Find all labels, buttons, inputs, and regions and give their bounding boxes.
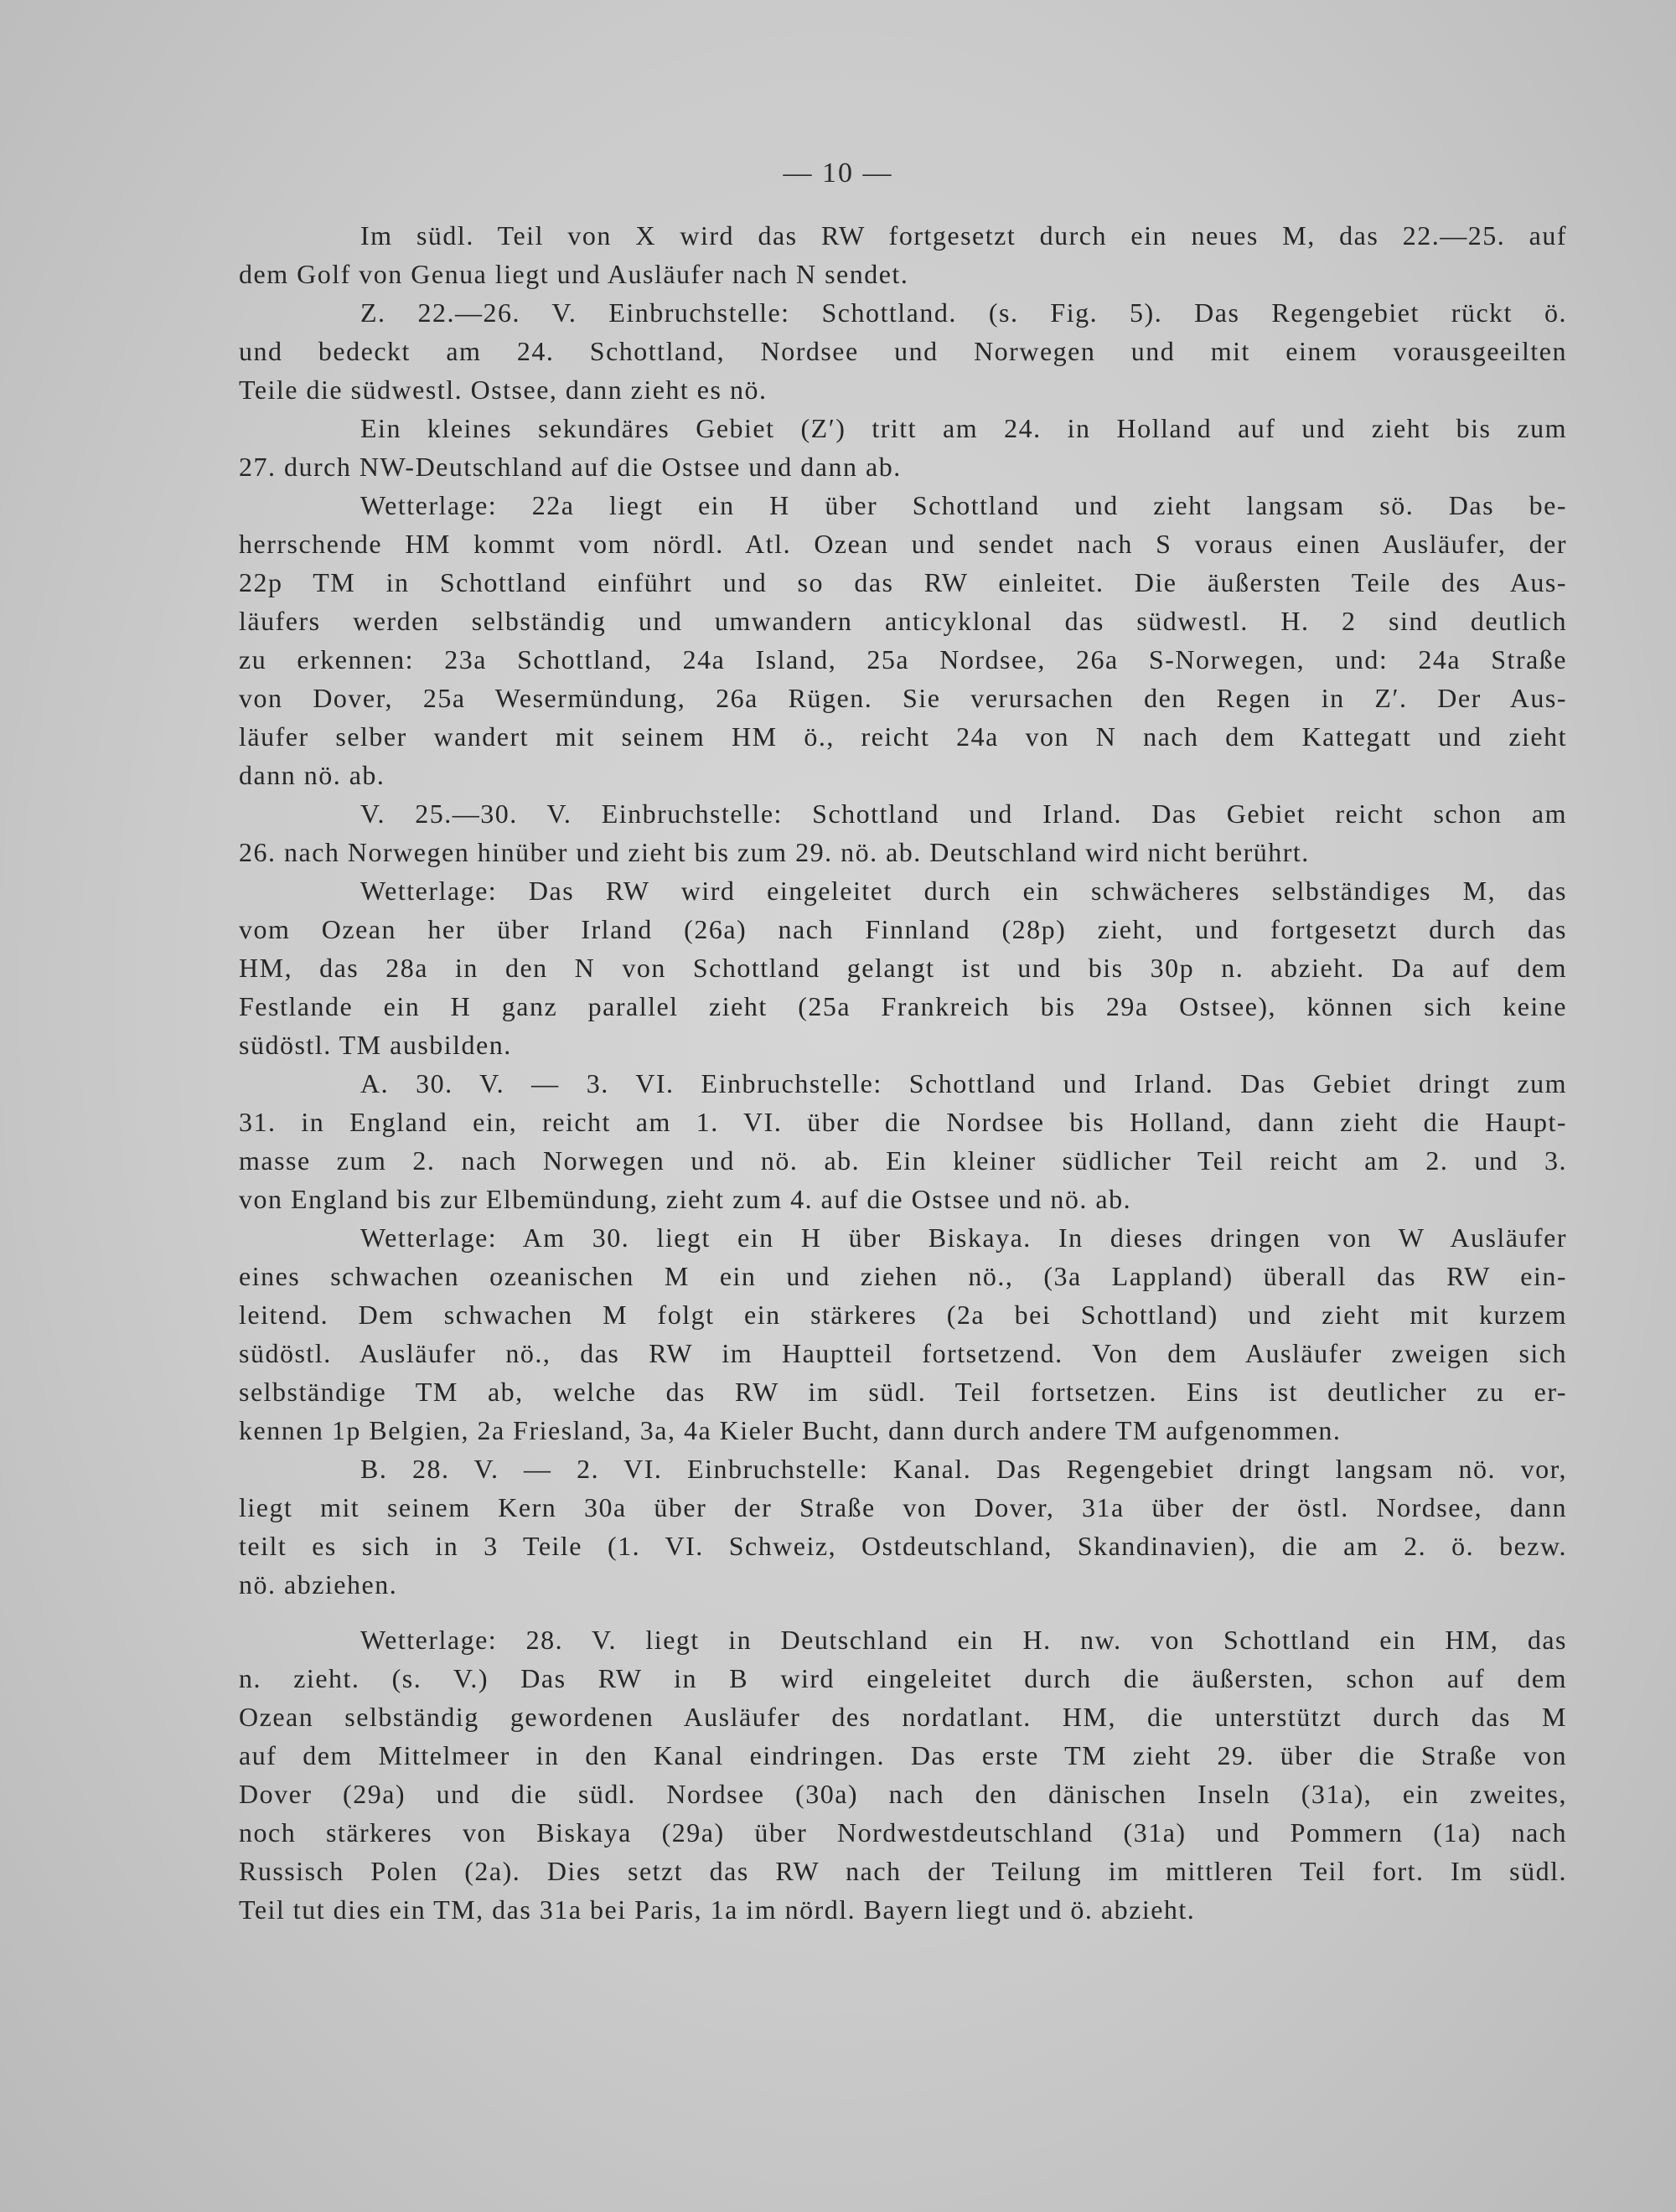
text-line: zu erkennen: 23a Schottland, 24a Island, 25a Nordsee, 26a S-Norwegen, und: 24a Straße bbox=[239, 644, 1567, 674]
text-line: Wetterlage: 22a liegt ein H über Schottland und zieht langsam sö. Das be- bbox=[360, 490, 1567, 520]
text-line: Ozean selbständig gewordenen Ausläufer des nordatlant. HM, die unterstützt durch das M bbox=[239, 1702, 1567, 1732]
text-line: von Dover, 25a Wesermündung, 26a Rügen. Sie verursachen den Regen in Z′. Der Aus- bbox=[239, 683, 1567, 713]
text-line: 27. durch NW-Deutschland auf die Ostsee und dann ab. bbox=[239, 452, 902, 482]
text-line: 26. nach Norwegen hinüber und zieht bis zum 29. nö. ab. Deutschland wird nicht berührt. bbox=[239, 837, 1310, 867]
text-line: südöstl. TM ausbilden. bbox=[239, 1030, 512, 1060]
text-line: dann nö. ab. bbox=[239, 760, 385, 790]
text-line: nö. abziehen. bbox=[239, 1569, 398, 1600]
text-line: Teile die südwestl. Ostsee, dann zieht es nö. bbox=[239, 375, 768, 405]
page-number: — 10 — bbox=[783, 158, 893, 189]
text-line: Wetterlage: Am 30. liegt ein H über Biskaya. In dieses dringen von W Ausläufer bbox=[360, 1222, 1567, 1253]
text-line: herrschende HM kommt vom nördl. Atl. Ozean und sendet nach S voraus einen Ausläufer, der bbox=[239, 529, 1567, 559]
text-line: 31. in England ein, reicht am 1. VI. über die Nordsee bis Holland, dann zieht die Haupt- bbox=[239, 1107, 1567, 1137]
text-line: leitend. Dem schwachen M folgt ein stärkeres (2a bei Schottland) und zieht mit kurzem bbox=[239, 1300, 1567, 1330]
text-line: läufer selber wandert mit seinem HM ö., reicht 24a von N nach dem Kattegatt und zieht bbox=[239, 721, 1567, 752]
text-line: läufers werden selbständig und umwandern anticyklonal das südwestl. H. 2 sind deutlich bbox=[239, 606, 1567, 636]
text-line: Russisch Polen (2a). Dies setzt das RW nach der Teilung im mittleren Teil fort. Im südl. bbox=[239, 1856, 1567, 1886]
text-line: 22p TM in Schottland einführt und so das RW einleitet. Die äußersten Teile des Aus- bbox=[239, 567, 1567, 597]
text-line: Festlande ein H ganz parallel zieht (25a Frankreich bis 29a Ostsee), können sich keine bbox=[239, 991, 1567, 1021]
paragraph-gap bbox=[239, 1604, 1567, 1620]
text-line: liegt mit seinem Kern 30a über der Straße von Dover, 31a über der östl. Nordsee, dann bbox=[239, 1492, 1567, 1522]
text-line: Wetterlage: 28. V. liegt in Deutschland ein H. nw. von Schottland ein HM, das bbox=[360, 1625, 1567, 1655]
text-line: vom Ozean her über Irland (26a) nach Finnland (28p) zieht, und fortgesetzt durch das bbox=[239, 914, 1567, 944]
text-line: Teil tut dies ein TM, das 31a bei Paris, 1a im nördl. Bayern liegt und ö. abzieht. bbox=[239, 1894, 1196, 1925]
text-line: teilt es sich in 3 Teile (1. VI. Schweiz, Ostdeutschland, Skandinavien), die am 2. ö. bezw. bbox=[239, 1531, 1567, 1561]
text-line: Im südl. Teil von X wird das RW fortgesetzt durch ein neues M, das 22.—25. auf bbox=[360, 220, 1567, 251]
body-text bbox=[239, 216, 1567, 1929]
text-line: n. zieht. (s. V.) Das RW in B wird eingeleitet durch die äußersten, schon auf dem bbox=[239, 1663, 1567, 1693]
text-line: auf dem Mittelmeer in den Kanal eindringen. Das erste TM zieht 29. über die Straße von bbox=[239, 1740, 1567, 1770]
text-line: noch stärkeres von Biskaya (29a) über Nordwestdeutschland (31a) und Pommern (1a) nach bbox=[239, 1817, 1567, 1848]
text-line: Z. 22.—26. V. Einbruchstelle: Schottland. (s. Fig. 5). Das Regengebiet rückt ö. bbox=[360, 297, 1567, 328]
text-line: B. 28. V. — 2. VI. Einbruchstelle: Kanal. Das Regengebiet dringt langsam nö. vor, bbox=[360, 1454, 1567, 1484]
text-line: von England bis zur Elbemündung, zieht zum 4. auf die Ostsee und nö. ab. bbox=[239, 1184, 1132, 1214]
text-line: südöstl. Ausläufer nö., das RW im Hauptteil fortsetzend. Von dem Ausläufer zweigen sich bbox=[239, 1338, 1567, 1368]
text-line: masse zum 2. nach Norwegen und nö. ab. Ein kleiner südlicher Teil reicht am 2. und 3. bbox=[239, 1145, 1567, 1176]
text-line: Ein kleines sekundäres Gebiet (Z′) tritt am 24. in Holland auf und zieht bis zum bbox=[360, 413, 1567, 443]
text-line: kennen 1p Belgien, 2a Friesland, 3a, 4a Kieler Bucht, dann durch andere TM aufgenommen. bbox=[239, 1415, 1342, 1445]
text-line: eines schwachen ozeanischen M ein und ziehen nö., (3a Lappland) überall das RW ein- bbox=[239, 1261, 1567, 1291]
text-line: dem Golf von Genua liegt und Ausläufer nach N sendet. bbox=[239, 259, 909, 289]
text-line: und bedeckt am 24. Schottland, Nordsee und Norwegen und mit einem vorausgeeilten bbox=[239, 336, 1567, 366]
text-line: Wetterlage: Das RW wird eingeleitet durch ein schwächeres selbständiges M, das bbox=[360, 876, 1567, 906]
text-line: selbständige TM ab, welche das RW im südl. Teil fortsetzen. Eins ist deutlicher zu er- bbox=[239, 1377, 1567, 1407]
text-line: Dover (29a) und die südl. Nordsee (30a) nach den dänischen Inseln (31a), ein zweites, bbox=[239, 1779, 1567, 1809]
text-line: V. 25.—30. V. Einbruchstelle: Schottland und Irland. Das Gebiet reicht schon am bbox=[360, 798, 1567, 829]
text-line: A. 30. V. — 3. VI. Einbruchstelle: Schottland und Irland. Das Gebiet dringt zum bbox=[360, 1068, 1567, 1098]
text-line: HM, das 28a in den N von Schottland gelangt ist und bis 30p n. abzieht. Da auf dem bbox=[239, 953, 1567, 983]
